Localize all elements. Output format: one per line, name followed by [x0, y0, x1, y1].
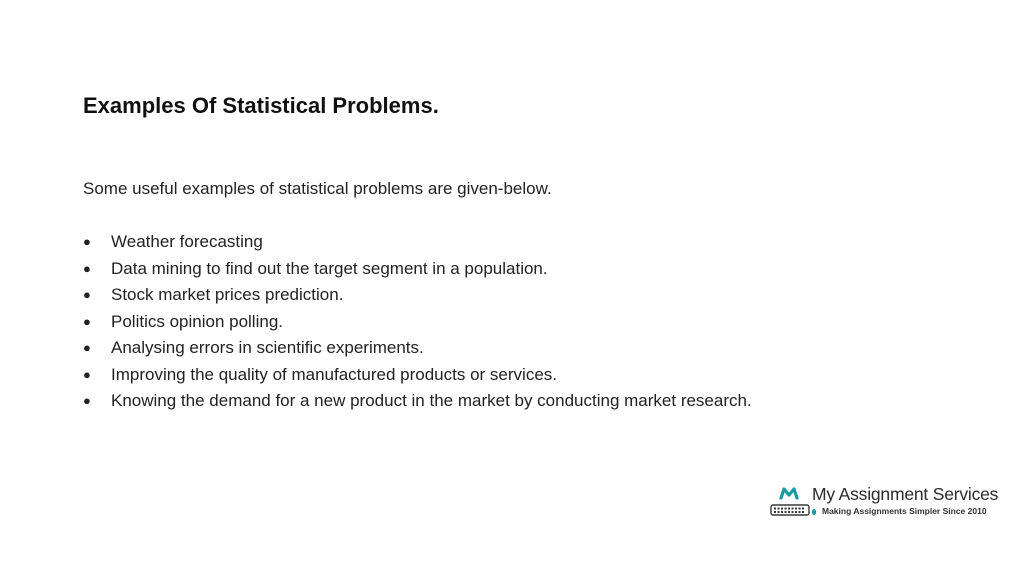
- logo-mouse-mark: [812, 509, 816, 515]
- slide-title: Examples Of Statistical Problems.: [83, 93, 439, 118]
- list-item-text: Stock market prices prediction.: [111, 285, 344, 304]
- list-item-text: Weather forecasting: [111, 232, 263, 251]
- list-item-text: Analysing errors in scientific experiments.: [111, 338, 424, 357]
- list-item-text: Data mining to find out the target segment in a population.: [111, 258, 548, 278]
- brand-name: My Assignment Services: [812, 484, 999, 504]
- bullet-icon: ●: [83, 340, 91, 355]
- list-item-text: Politics opinion polling.: [111, 311, 283, 331]
- brand-logo: [770, 484, 1010, 520]
- logo-keyboard-mark: [771, 505, 809, 515]
- bullet-icon: ●: [83, 287, 91, 302]
- list-item-text: Knowing the demand for a new product in the market by conducting market research.: [111, 391, 752, 410]
- brand-tagline: Making Assignments Simpler Since 2010: [822, 506, 987, 516]
- bullet-icon: ●: [83, 366, 91, 382]
- bullet-icon: ●: [83, 393, 91, 408]
- logo-m-mark: [781, 489, 797, 498]
- intro-text: Some useful examples of statistical problems are given-below.: [83, 179, 552, 198]
- bullet-icon: ●: [83, 313, 91, 329]
- bullet-icon: ●: [83, 260, 91, 276]
- bullet-icon: ●: [83, 234, 91, 249]
- list-item-text: Improving the quality of manufactured products or services.: [111, 364, 557, 384]
